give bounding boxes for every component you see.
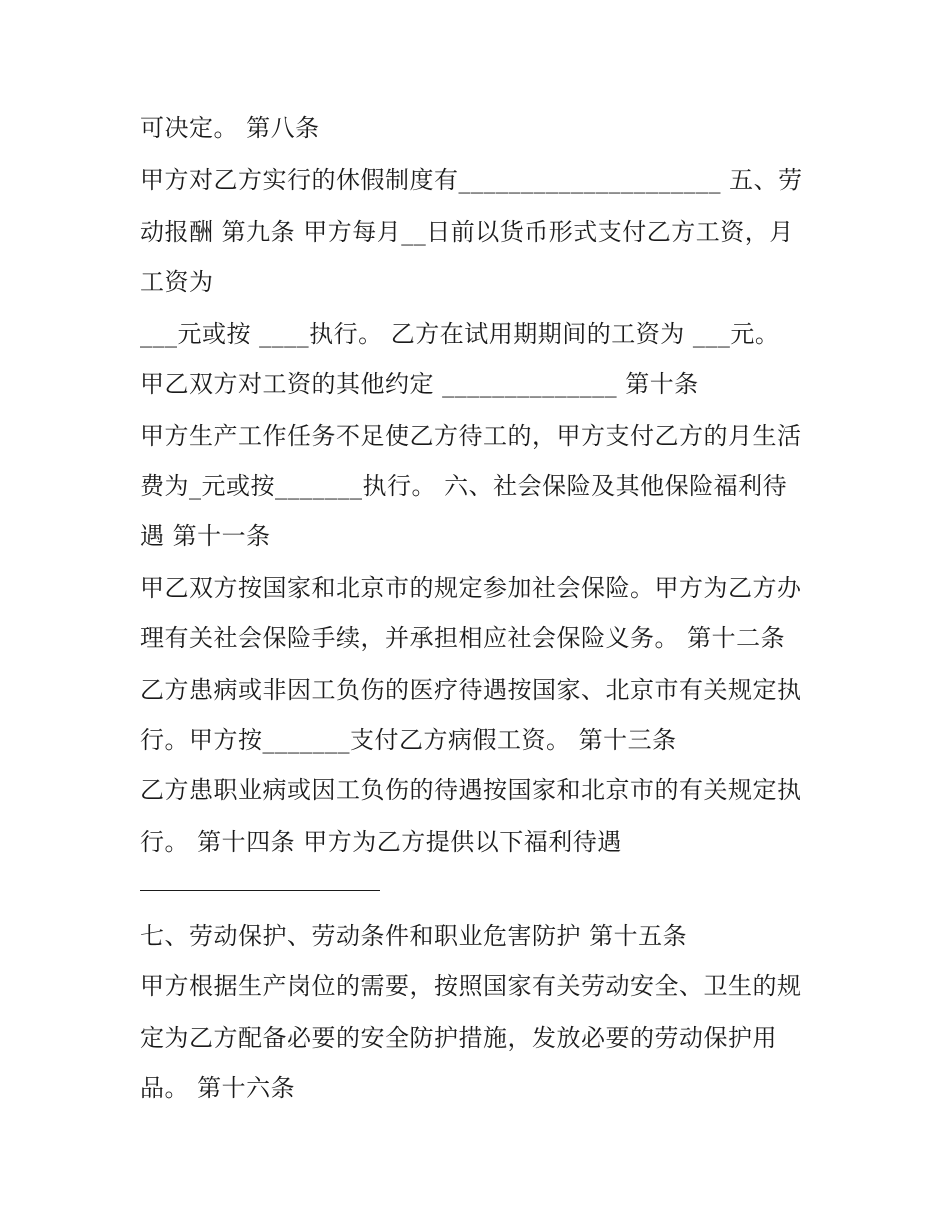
text-line-18: 定为乙方配备必要的安全防护措施，发放必要的劳动保护用 [140,1024,777,1052]
text-line-10: 甲乙双方按国家和北京市的规定参加社会保险。甲方为乙方办 [140,574,802,602]
text-line-16: 七、劳动保护、劳动条件和职业危害防护 第十五条 [140,922,688,950]
text-line-13: 行。甲方按_______支付乙方病假工资。 第十三条 [140,726,677,754]
text-line-14: 乙方患职业病或因工负伤的待遇按国家和北京市的有关规定执 [140,776,802,804]
text-line-19: 品。 第十六条 [140,1074,296,1102]
text-line-7: 甲方生产工作任务不足使乙方待工的，甲方支付乙方的月生活 [140,422,802,450]
text-line-2: 甲方对乙方实行的休假制度有_____________________ 五、劳 [140,166,803,194]
text-line-17: 甲方根据生产岗位的需要，按照国家有关劳动安全、卫生的规 [140,972,802,1000]
text-line-5: ___元或按 ____执行。 乙方在试用期期间的工资为 ___元。 [140,320,780,348]
blank-fill-line [140,890,380,891]
text-line-4: 工资为 [140,268,214,296]
text-line-15: 行。 第十四条 甲方为乙方提供以下福利待遇 [140,828,622,856]
text-line-8: 费为_元或按_______执行。 六、社会保险及其他保险福利待 [140,472,788,500]
text-line-1: 可决定。 第八条 [140,114,320,142]
text-line-11: 理有关社会保险手续，并承担相应社会保险义务。 第十二条 [140,624,786,652]
text-line-9: 遇 第十一条 [140,522,271,550]
text-line-12: 乙方患病或非因工负伤的医疗待遇按国家、北京市有关规定执 [140,676,802,704]
text-line-3: 动报酬 第九条 甲方每月__日前以货币形式支付乙方工资，月 [140,218,794,246]
text-line-6: 甲乙双方对工资的其他约定 ______________ 第十条 [140,370,699,398]
